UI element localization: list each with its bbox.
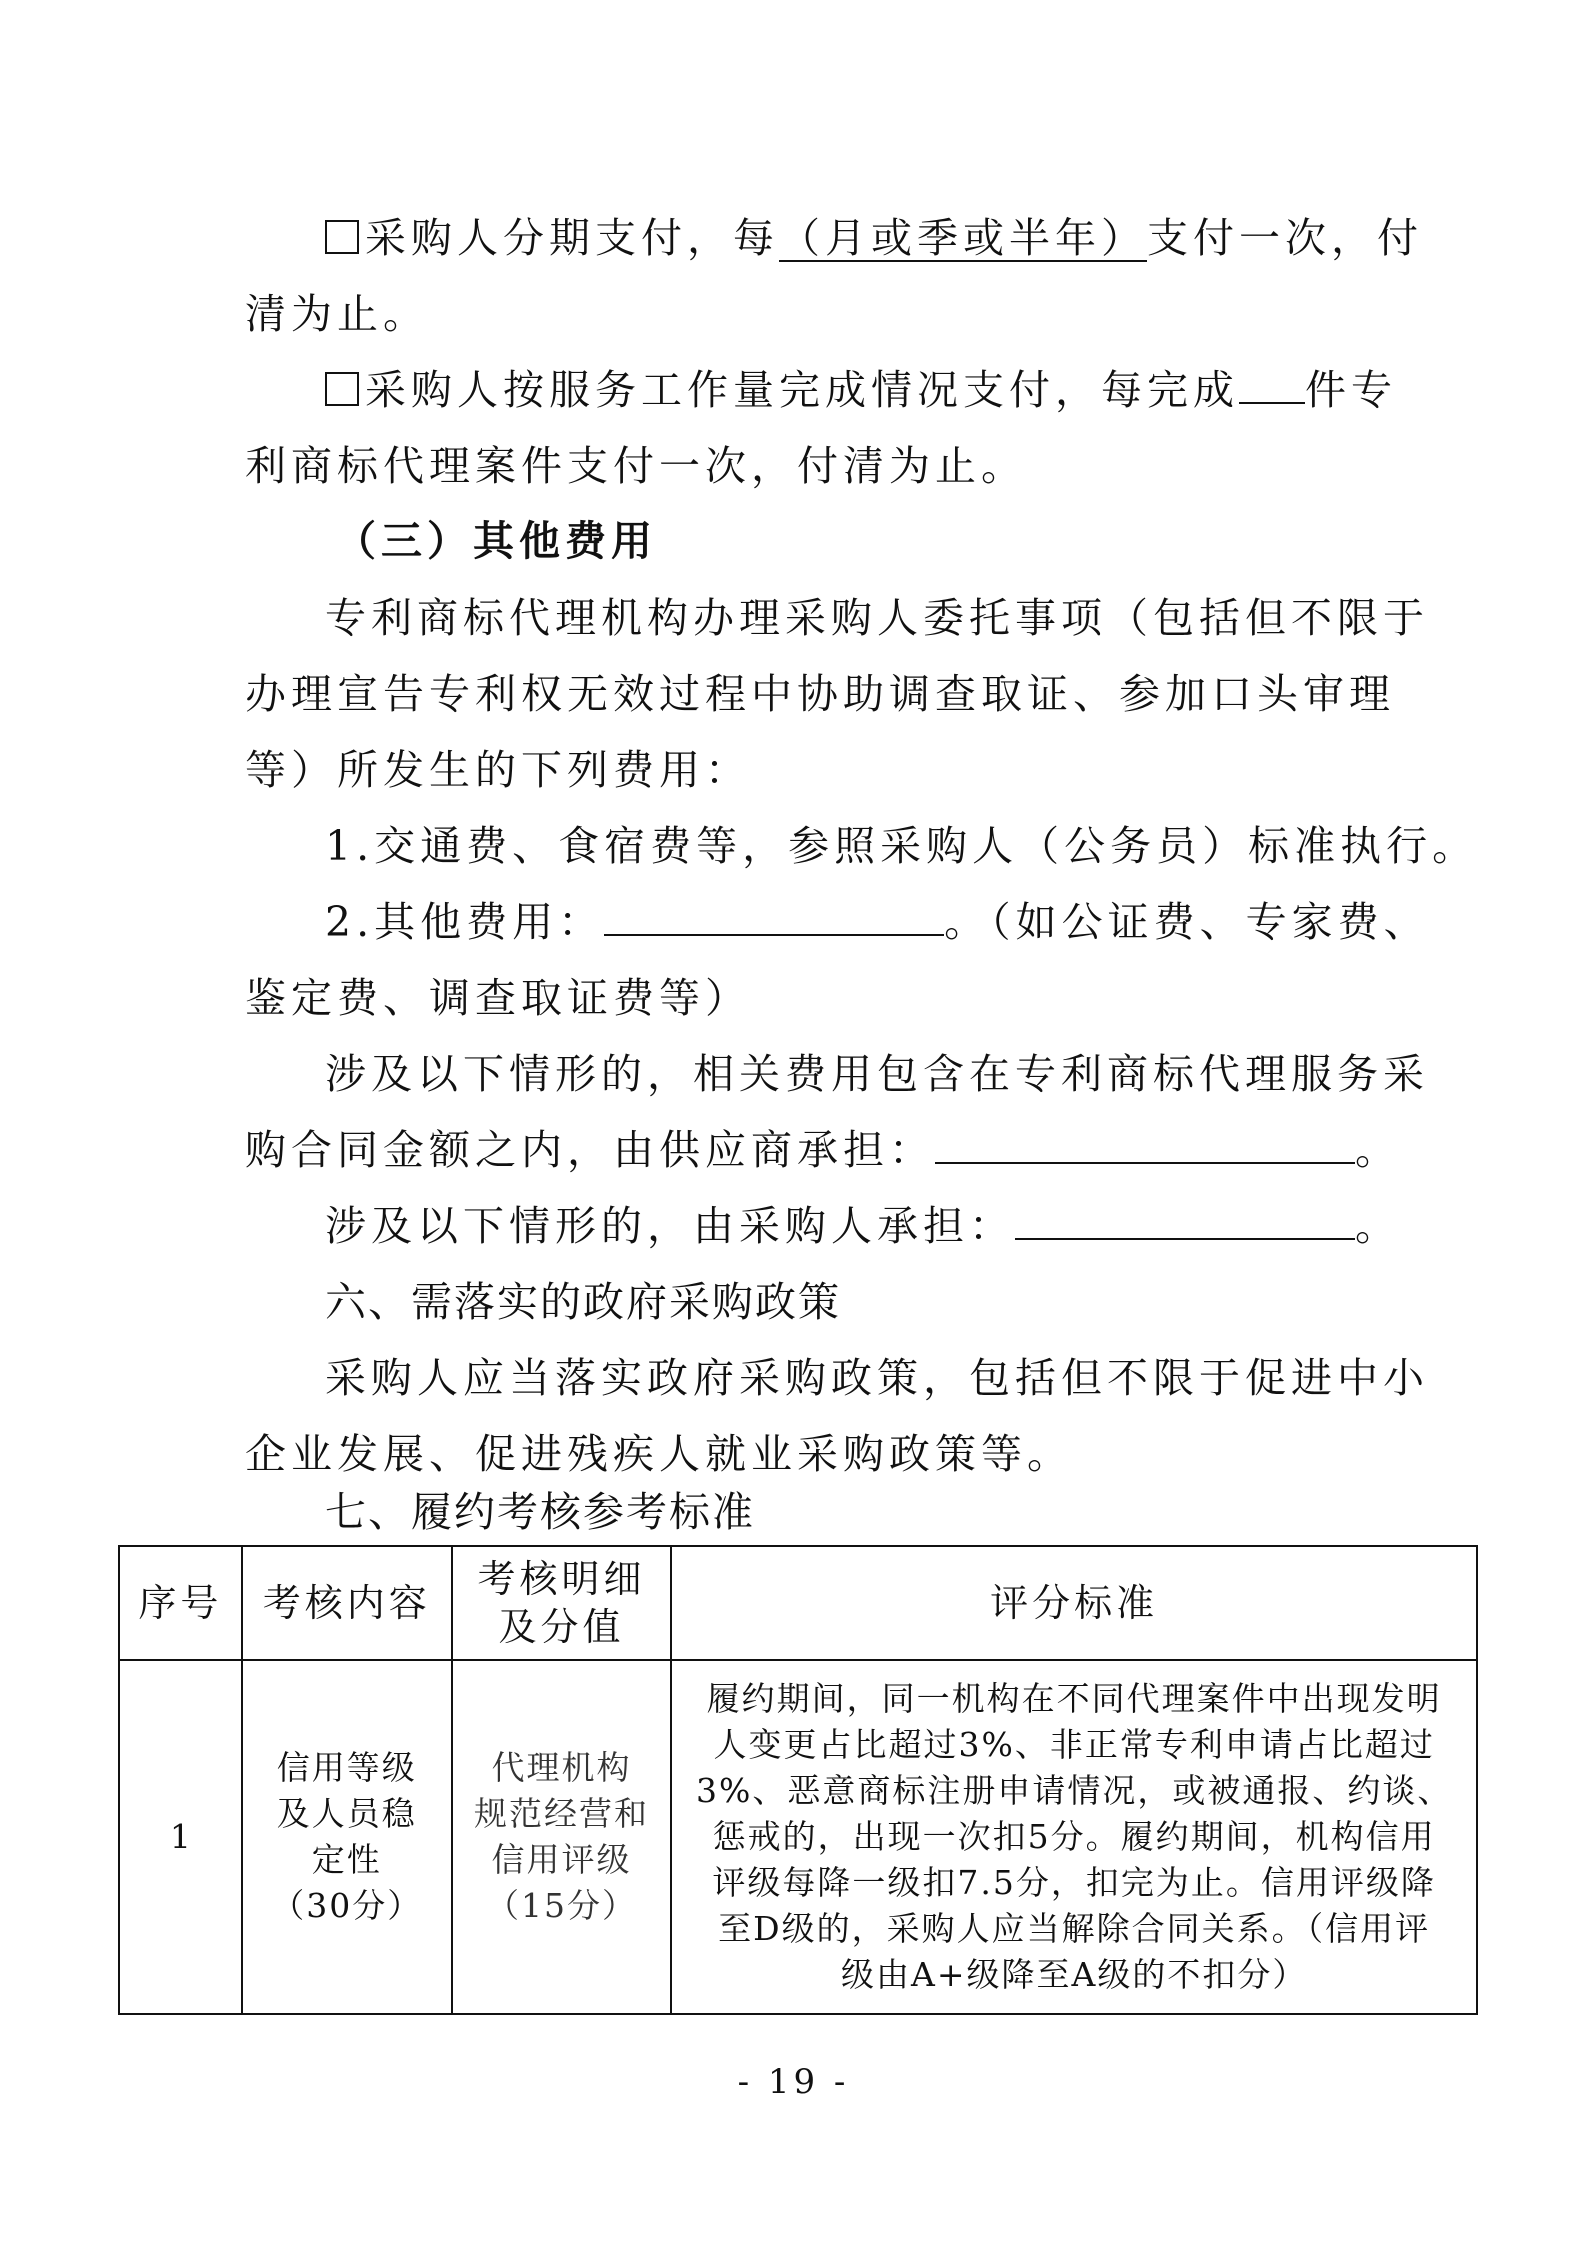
cell-line: 惩戒的，出现一次扣5分。履约期间，机构信用 (712, 1817, 1436, 1856)
checkbox[interactable] (325, 372, 359, 406)
cell-line: 规范经营和 (473, 1794, 649, 1833)
paragraph-supplier-costs: 涉及以下情形的，相关费用包含在专利商标代理服务采 (325, 1050, 1429, 1098)
list-item-other-fees (325, 894, 1430, 950)
cell-line: 级由A+级降至A级的不扣分） (841, 1955, 1308, 1994)
blank-field[interactable] (1015, 1198, 1355, 1240)
header-content: 考核内容 (242, 1546, 452, 1660)
cell-line: 履约期间，同一机构在不同代理案件中出现发明 (706, 1679, 1442, 1718)
paragraph-installment-payment (325, 210, 1423, 266)
table-row (119, 1660, 1477, 2014)
cell-detail (452, 1660, 672, 2014)
cell-seq: 1 (119, 1660, 242, 2014)
cell-criteria (671, 1660, 1477, 2014)
cell-line: 及人员稳 (276, 1794, 417, 1833)
header-seq: 序号 (119, 1546, 242, 1660)
text: 。 (1355, 1202, 1401, 1250)
cell-line: 评级每降一级扣7.5分，扣完为止。信用评级降 (712, 1863, 1436, 1902)
paragraph-continuation (245, 1122, 1401, 1178)
section-heading-assessment: 七、履约考核参考标准 (325, 1488, 755, 1536)
text: 2.其他费用： (325, 898, 605, 946)
paragraph-fees-intro: 专利商标代理机构办理采购人委托事项（包括但不限于 (325, 594, 1429, 642)
text: 。（如公证费、专家费、 (944, 898, 1430, 946)
paragraph-continuation: 等）所发生的下列费用： (245, 746, 751, 794)
cell-line: 信用评级 (491, 1840, 632, 1879)
text: 采购人按服务工作量完成情况支付，每完成 (365, 366, 1239, 414)
cell-line: 人变更占比超过3%、非正常专利申请占比超过 (713, 1725, 1435, 1764)
header-criteria: 评分标准 (671, 1546, 1477, 1660)
cell-line: （15分） (485, 1886, 637, 1925)
header-detail-line: 及分值 (498, 1605, 625, 1649)
table-header-row (119, 1546, 1477, 1660)
assessment-table (118, 1545, 1478, 2015)
text: 购合同金额之内，由供应商承担： (245, 1126, 935, 1174)
paragraph-continuation: 企业发展、促进残疾人就业采购政策等。 (245, 1430, 1073, 1478)
cell-line: 信用等级 (276, 1748, 417, 1787)
page-number: - 19 - (737, 2062, 850, 2102)
text: 支付一次，付 (1147, 214, 1423, 262)
checkbox[interactable] (325, 220, 359, 254)
cell-line: （30分） (271, 1886, 423, 1925)
header-detail-line: 考核明细 (477, 1557, 646, 1601)
cell-line: 3%、恶意商标注册申请情况，或被通报、约谈、 (695, 1771, 1453, 1810)
blank-field[interactable] (604, 894, 944, 936)
underlined-period: （月或季或半年） (779, 214, 1147, 262)
section-heading-other-fees: （三）其他费用 (335, 517, 657, 565)
header-detail (452, 1546, 672, 1660)
section-heading-policy: 六、需落实的政府采购政策 (325, 1278, 841, 1326)
cell-line: 代理机构 (491, 1748, 632, 1787)
paragraph-continuation: 办理宣告专利权无效过程中协助调查取证、参加口头审理 (245, 670, 1395, 718)
blank-field[interactable] (1239, 362, 1305, 404)
paragraph-continuation: 利商标代理案件支付一次，付清为止。 (245, 442, 1027, 490)
text: 采购人分期支付，每 (365, 214, 779, 262)
paragraph-policy: 采购人应当落实政府采购政策，包括但不限于促进中小 (325, 1354, 1429, 1402)
paragraph-continuation: 清为止。 (245, 290, 429, 338)
cell-line: 至D级的，采购人应当解除合同关系。（信用评 (718, 1909, 1431, 1948)
text: 。 (1355, 1126, 1401, 1174)
cell-content (242, 1660, 452, 2014)
list-item-transport-fees: 1.交通费、食宿费等，参照采购人（公务员）标准执行。 (325, 822, 1479, 870)
paragraph-continuation: 鉴定费、调查取证费等） (245, 974, 751, 1022)
paragraph-purchaser-costs (325, 1198, 1401, 1254)
blank-field[interactable] (935, 1122, 1355, 1164)
text: 涉及以下情形的，由采购人承担： (325, 1202, 1015, 1250)
cell-line: 定性 (311, 1840, 382, 1879)
text: 件专 (1305, 366, 1397, 414)
paragraph-workload-payment (325, 362, 1397, 418)
